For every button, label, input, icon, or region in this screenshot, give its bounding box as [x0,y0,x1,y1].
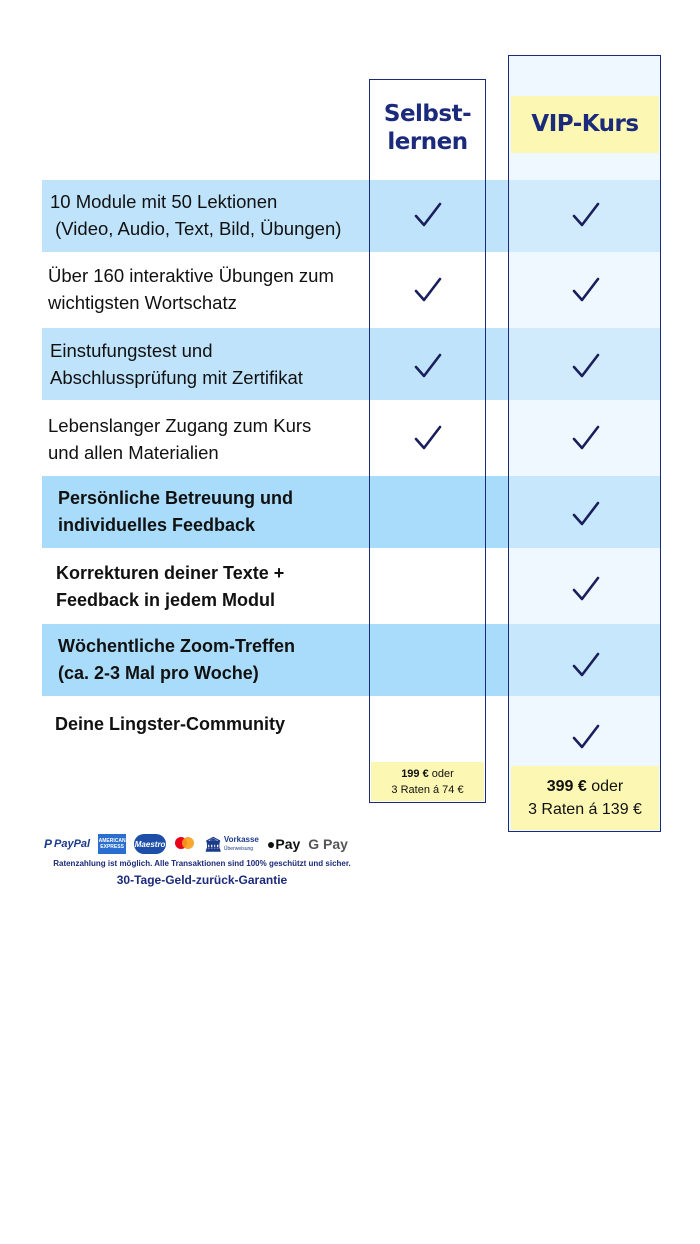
check-icon [571,424,601,452]
check-icon [413,424,443,452]
feature-label: Einstufungstest und Abschlussprüfung mit Zertifikat [50,340,303,388]
paypal-logo [44,837,90,851]
payment-methods [44,832,356,856]
self-study-header [371,100,484,156]
vip-header [511,96,659,153]
vip-price-box [511,766,659,830]
vip-price: 399 € [546,778,587,795]
vorkasse-label: Vorkasse [223,834,259,844]
vip-installments: 3 Raten á 139 € [528,801,642,818]
check-icon [413,201,443,229]
paypal-icon: P [44,837,53,851]
check-icon [571,352,601,380]
check-icon [571,723,601,751]
check-icon [571,201,601,229]
self-study-price-or: oder [428,768,454,780]
google-pay-logo: G Pay [308,836,348,852]
bank-icon: 🏛 [204,836,222,852]
vorkasse-logo [204,836,259,853]
feature-label: Persönliche Betreuung und individuelles Feedback [58,488,294,535]
money-back-guarantee: 30-Tage-Geld-zurück-Garantie [116,873,288,887]
check-icon [413,352,443,380]
feature-label: Deine Lingster-Community [55,714,286,734]
vorkasse-sub-label: Überweisung [223,845,254,852]
feature-label: Korrekturen deiner Texte + Feedback in jedem Modul [56,563,285,610]
self-study-price: 199 € [401,768,429,780]
apple-icon: ● [266,836,276,852]
mastercard-logo [174,835,196,853]
paypal-label: PayPal [54,838,91,850]
feature-label: Wöchentliche Zoom-Treffen (ca. 2-3 Mal pro Woche) [58,636,296,683]
check-icon [413,276,443,304]
self-study-installments: 3 Raten á 74 € [391,784,464,796]
feature-label: Über 160 interaktive Übungen zum wichtigsten Wortschatz [48,265,334,313]
apple-pay-label: Pay [275,836,301,852]
apple-pay-logo [267,836,300,852]
feature-label: 10 Module mit 50 Lektionen (Video, Audio, Text, Bild, Übungen) [50,191,342,239]
vip-header-text: VIP-Kurs [531,111,639,137]
check-icon [571,500,601,528]
vip-price-or: oder [586,778,624,795]
payment-note: Ratenzahlung ist möglich. Alle Transaktionen sind 100% geschützt und sicher. [53,859,351,868]
check-icon [571,575,601,603]
maestro-logo: Maestro [134,834,166,854]
self-study-header-text: Selbst- lernen [383,101,472,155]
check-icon [571,651,601,679]
check-icon [571,276,601,304]
self-study-price-box [371,762,484,801]
amex-logo: AMERICAN EXPRESS [98,834,126,854]
feature-label: Lebenslanger Zugang zum Kurs und allen Materialien [48,415,312,463]
